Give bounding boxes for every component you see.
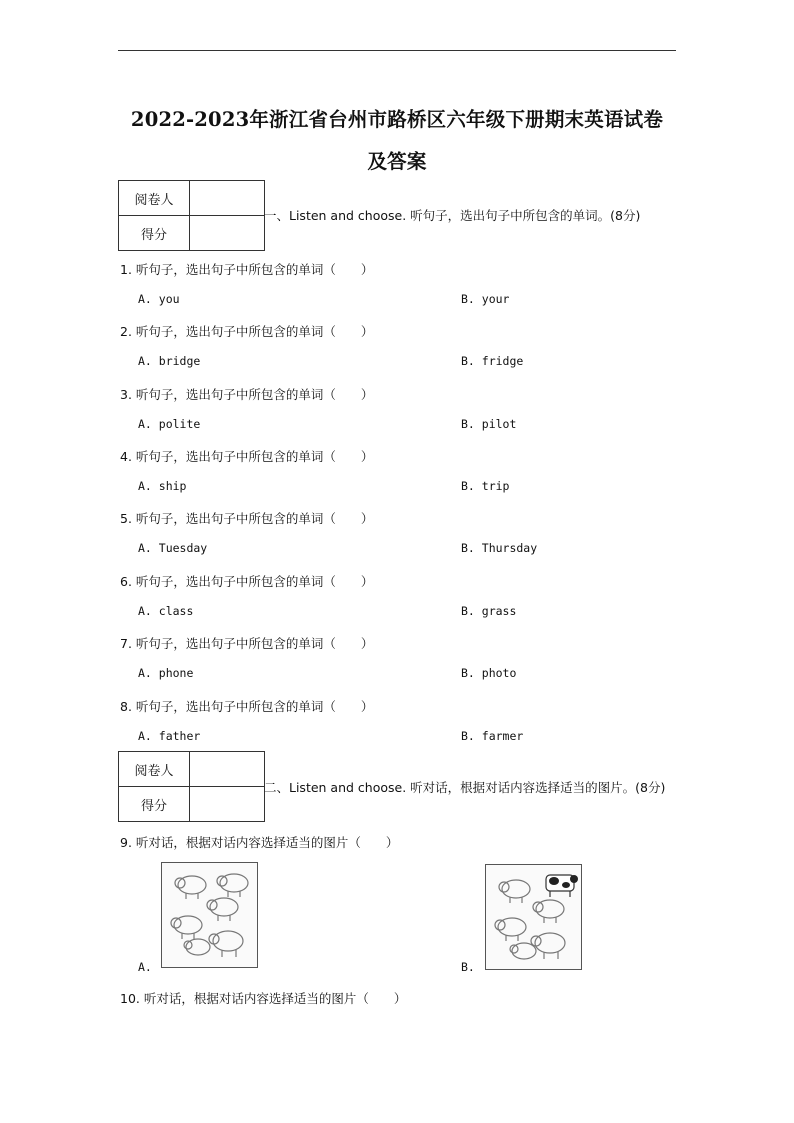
grader-box-1 — [118, 180, 265, 251]
option-b[interactable]: B. photo — [461, 666, 517, 680]
score-field[interactable] — [190, 216, 265, 251]
cow-icon — [546, 875, 578, 897]
option-b[interactable]: B. farmer — [461, 729, 524, 743]
question-7: 7. 听句子，选出句子中所包含的单词（ ） — [120, 636, 374, 651]
sheep-and-cow-icon[interactable] — [485, 864, 582, 970]
option-a[interactable]: A. Tuesday — [138, 541, 208, 555]
question-9: 9. 听对话，根据对话内容选择适当的图片（ ） — [120, 835, 399, 850]
score-label: 得分 — [119, 787, 190, 822]
question-4: 4. 听句子，选出句子中所包含的单词（ ） — [120, 449, 374, 464]
option-a[interactable]: A. polite — [138, 417, 201, 431]
option-a-label[interactable]: A. — [138, 960, 152, 974]
grader-box-2 — [118, 751, 265, 822]
option-b[interactable]: B. grass — [461, 604, 517, 618]
option-b[interactable]: B. fridge — [461, 354, 524, 368]
option-a[interactable]: A. phone — [138, 666, 194, 680]
page-title-cont: 及答案 — [367, 150, 427, 173]
reviewer-field[interactable] — [190, 752, 265, 787]
question-3: 3. 听句子，选出句子中所包含的单词（ ） — [120, 387, 374, 402]
option-b[interactable]: B. Thursday — [461, 541, 538, 555]
option-a[interactable]: A. ship — [138, 479, 187, 493]
page-title: 2022-2023年浙江省台州市路桥区六年级下册期末英语试卷 — [130, 108, 664, 131]
question-8: 8. 听句子，选出句子中所包含的单词（ ） — [120, 699, 374, 714]
section-2-heading: 二、Listen and choose. 听对话，根据对话内容选择适当的图片。(8分) — [264, 780, 666, 795]
option-a[interactable]: A. bridge — [138, 354, 201, 368]
reviewer-label: 阅卷人 — [119, 752, 190, 787]
option-b[interactable]: B. your — [461, 292, 510, 306]
score-label: 得分 — [119, 216, 190, 251]
question-2: 2. 听句子，选出句子中所包含的单词（ ） — [120, 324, 374, 339]
sheep-icon — [175, 876, 206, 899]
option-b[interactable]: B. trip — [461, 479, 510, 493]
option-a[interactable]: A. class — [138, 604, 194, 618]
score-field[interactable] — [190, 787, 265, 822]
option-a[interactable]: A. father — [138, 729, 201, 743]
header-rule — [118, 50, 676, 51]
sheep-group-icon[interactable] — [161, 862, 258, 968]
option-a[interactable]: A. you — [138, 292, 180, 306]
question-5: 5. 听句子，选出句子中所包含的单词（ ） — [120, 511, 374, 526]
option-b-label[interactable]: B. — [461, 960, 475, 974]
question-10: 10. 听对话，根据对话内容选择适当的图片（ ） — [120, 991, 407, 1006]
reviewer-field[interactable] — [190, 181, 265, 216]
question-6: 6. 听句子，选出句子中所包含的单词（ ） — [120, 574, 374, 589]
question-1: 1. 听句子，选出句子中所包含的单词（ ） — [120, 262, 374, 277]
reviewer-label: 阅卷人 — [119, 181, 190, 216]
option-b[interactable]: B. pilot — [461, 417, 517, 431]
section-1-heading: 一、Listen and choose. 听句子，选出句子中所包含的单词。(8分) — [264, 208, 641, 223]
